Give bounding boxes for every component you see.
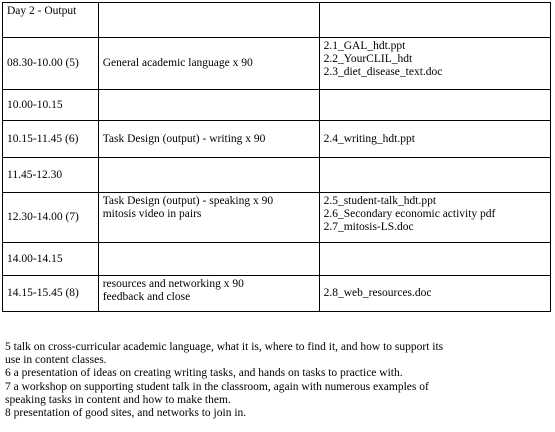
time-cell: 10.00-10.15 xyxy=(3,90,99,121)
time-cell: 12.30-14.00 (7) xyxy=(3,193,99,243)
material-file: 2.7_mitosis-LS.doc xyxy=(323,221,414,233)
day-label-cell xyxy=(3,3,99,38)
activity-cell xyxy=(98,243,319,276)
schedule-table xyxy=(2,2,551,312)
note-line: 5 talk on cross-curricular academic language, what it is, where to find it, and how to support its xyxy=(5,341,444,353)
table-row xyxy=(3,276,551,312)
table-row xyxy=(3,243,551,276)
table-row xyxy=(3,193,551,243)
material-file: 2.2_YourCLIL_hdt xyxy=(323,53,413,65)
materials-cell xyxy=(319,243,550,276)
activity-line: Task Design (output) - speaking x 90 xyxy=(102,195,274,207)
note-line: speaking tasks in content and how to make them. xyxy=(5,393,231,406)
note-line: 7 a workshop on supporting student talk in the classroom, again with numerous examples of xyxy=(5,380,429,393)
time-cell: 14.15-15.45 (8) xyxy=(3,276,99,312)
activity-line: Task Design (output) - writing x 90 xyxy=(102,132,266,145)
material-file: 2.5_student-talk_hdt.ppt xyxy=(323,195,437,207)
note-line: use in content classes. xyxy=(5,354,107,367)
materials-cell xyxy=(319,158,550,193)
material-file: 2.1_GAL_hdt.ppt xyxy=(323,40,406,52)
activity-cell xyxy=(98,193,319,243)
materials-cell xyxy=(319,90,550,121)
activity-cell xyxy=(98,90,319,121)
header-empty-cell xyxy=(319,3,550,38)
session-notes xyxy=(5,341,545,420)
activity-line: mitosis video in pairs xyxy=(102,208,202,220)
activity-line: General academic language x 90 xyxy=(102,57,253,69)
material-file: 2.3_diet_disease_text.doc xyxy=(323,66,443,78)
activity-cell xyxy=(98,158,319,193)
table-row xyxy=(3,38,551,90)
activity-cell xyxy=(98,38,319,90)
time-cell: 11.45-12.30 xyxy=(3,158,99,193)
table-row xyxy=(3,121,551,158)
activity-cell xyxy=(98,276,319,312)
time-cell: 14.00-14.15 xyxy=(3,243,99,276)
activity-cell xyxy=(98,121,319,158)
material-file: 2.4_writing_hdt.ppt xyxy=(323,132,415,145)
note-line: 6 a presentation of ideas on creating writing tasks, and hands on tasks to practice with. xyxy=(5,367,403,380)
material-file: 2.8_web_resources.doc xyxy=(323,287,432,299)
day-label: Day 2 - Output xyxy=(7,5,77,17)
materials-cell xyxy=(319,38,550,90)
material-file: 2.6_Secondary economic activity pdf xyxy=(323,208,496,220)
materials-cell xyxy=(319,276,550,312)
table-row xyxy=(3,158,551,193)
time-cell: 08.30-10.00 (5) xyxy=(3,38,99,90)
materials-cell xyxy=(319,193,550,243)
materials-cell xyxy=(319,121,550,158)
note-line: 8 presentation of good sites, and networks to join in. xyxy=(5,407,247,420)
header-row xyxy=(3,3,551,38)
activity-line: feedback and close xyxy=(102,291,191,303)
time-cell: 10.15-11.45 (6) xyxy=(3,121,99,158)
activity-line: resources and networking x 90 xyxy=(102,278,244,290)
table-row xyxy=(3,90,551,121)
header-empty-cell xyxy=(98,3,319,38)
